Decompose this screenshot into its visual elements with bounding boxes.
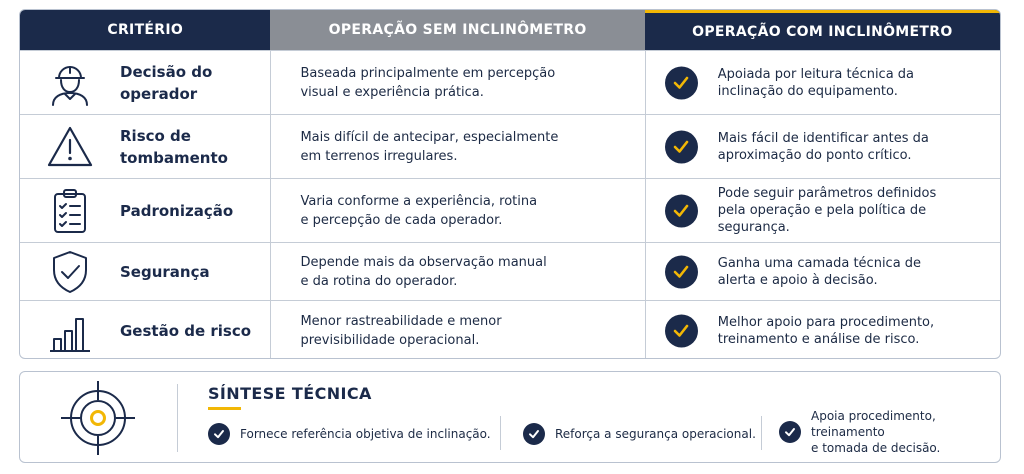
com-text-line: aproximação do ponto crítico. [717, 147, 912, 163]
criterion-cell [20, 115, 270, 178]
warning-triangle-icon [46, 123, 94, 171]
bar-chart-icon [46, 307, 94, 355]
com-text [718, 185, 990, 236]
com-cell [645, 179, 1000, 242]
com-text-line: Ganha uma camada técnica de [717, 255, 922, 271]
check-circle-icon [208, 423, 230, 445]
table-row [20, 114, 1000, 178]
sem-cell [270, 51, 644, 114]
com-text [718, 130, 990, 164]
check-circle-icon [665, 66, 698, 99]
synthesis-point [208, 418, 491, 450]
criterion-cell [20, 51, 270, 114]
check-circle-icon [665, 255, 698, 288]
comparison-table [19, 9, 1001, 359]
check-circle-icon [665, 130, 698, 163]
criterion-label-line: Segurança [120, 262, 210, 281]
sem-cell [270, 301, 644, 359]
synthesis-title: SÍNTESE TÉCNICA [208, 384, 372, 403]
header-criterio: CRITÉRIO [20, 10, 270, 50]
com-text-line: segurança. [717, 220, 790, 235]
sem-text-line: em terrenos irregulares. [300, 148, 458, 164]
header-sem-inclinometro: OPERAÇÃO SEM INCLINÔMETRO [270, 10, 644, 50]
criterion-label-line: tombamento [120, 148, 228, 167]
com-text-line: pela operação e pela política de [717, 203, 927, 218]
criterion-label [120, 320, 251, 342]
com-text-line: Mais fácil de identificar antes da [717, 130, 929, 146]
synthesis-point-text [555, 426, 756, 442]
header-com-inclinometro: OPERAÇÃO COM INCLINÔMETRO [645, 10, 1000, 50]
sem-text-line: e percepção de cada operador. [300, 212, 503, 228]
table-row [20, 242, 1000, 300]
sem-text-line: Mais difícil de antecipar, especialmente [300, 129, 559, 145]
com-cell [645, 115, 1000, 178]
criterion-label [120, 200, 233, 222]
com-cell [645, 243, 1000, 300]
criterion-label-line: Padronização [120, 201, 234, 220]
synthesis-point-line: e tomada de decisão. [811, 441, 941, 455]
table-header [20, 10, 1000, 50]
operator-helmet-icon [46, 59, 94, 107]
synthesis-point-text [240, 426, 491, 442]
check-circle-icon [523, 423, 545, 445]
shield-check-icon [46, 248, 94, 296]
clipboard-checklist-icon [46, 187, 94, 235]
criterion-label [120, 61, 212, 105]
synthesis-divider [177, 384, 178, 452]
sem-cell [270, 243, 644, 300]
synthesis-point [779, 409, 1000, 455]
target-crosshair-icon [60, 380, 136, 456]
title-accent-bar [208, 407, 241, 410]
sem-text-line: Varia conforme a experiência, rotina [300, 193, 538, 209]
com-text-line: Melhor apoio para procedimento, [717, 314, 935, 330]
criterion-label-line: Risco de [120, 126, 191, 145]
point-separator [761, 416, 762, 450]
check-circle-icon [779, 421, 801, 443]
com-text-line: treinamento e análise de risco. [717, 331, 920, 347]
synthesis-point-line: Reforça a segurança operacional. [555, 427, 756, 441]
com-text [718, 314, 990, 348]
com-text-line: alerta e apoio à decisão. [717, 272, 878, 288]
criterion-cell [20, 301, 270, 359]
criterion-label-line: operador [120, 84, 198, 103]
sem-text-line: Menor rastreabilidade e menor [300, 313, 502, 329]
com-text [718, 255, 990, 289]
synthesis-point-line: Apoia procedimento, treinamento [811, 409, 936, 439]
synthesis-point-line: Fornece referência objetiva de inclinação. [240, 427, 491, 441]
sem-text-line: e da rotina do operador. [300, 273, 458, 289]
synthesis-point-text [811, 408, 1000, 456]
com-text-line: Pode seguir parâmetros definidos [717, 186, 937, 201]
sem-text-line: Depende mais da observação manual [300, 254, 547, 270]
criterion-cell [20, 179, 270, 242]
table-row [20, 50, 1000, 114]
criterion-label-line: Gestão de risco [120, 321, 252, 340]
criterion-cell [20, 243, 270, 300]
criterion-label-line: Decisão do [120, 62, 213, 81]
com-text-line: inclinação do equipamento. [717, 83, 898, 99]
com-text [718, 66, 990, 100]
synthesis-panel [19, 371, 1001, 463]
com-cell [645, 301, 1000, 359]
sem-cell [270, 115, 644, 178]
criterion-label [120, 261, 210, 283]
criterion-label [120, 125, 228, 169]
table-row [20, 300, 1000, 359]
check-circle-icon [665, 314, 698, 347]
sem-cell [270, 179, 644, 242]
sem-text-line: visual e experiência prática. [300, 84, 484, 100]
com-cell [645, 51, 1000, 114]
sem-text-line: previsibilidade operacional. [300, 332, 480, 348]
synthesis-point [523, 418, 756, 450]
sem-text-line: Baseada principalmente em percepção [300, 65, 556, 81]
point-separator [500, 416, 501, 450]
com-text-line: Apoiada por leitura técnica da [717, 66, 915, 82]
check-circle-icon [665, 194, 698, 227]
table-row [20, 178, 1000, 242]
